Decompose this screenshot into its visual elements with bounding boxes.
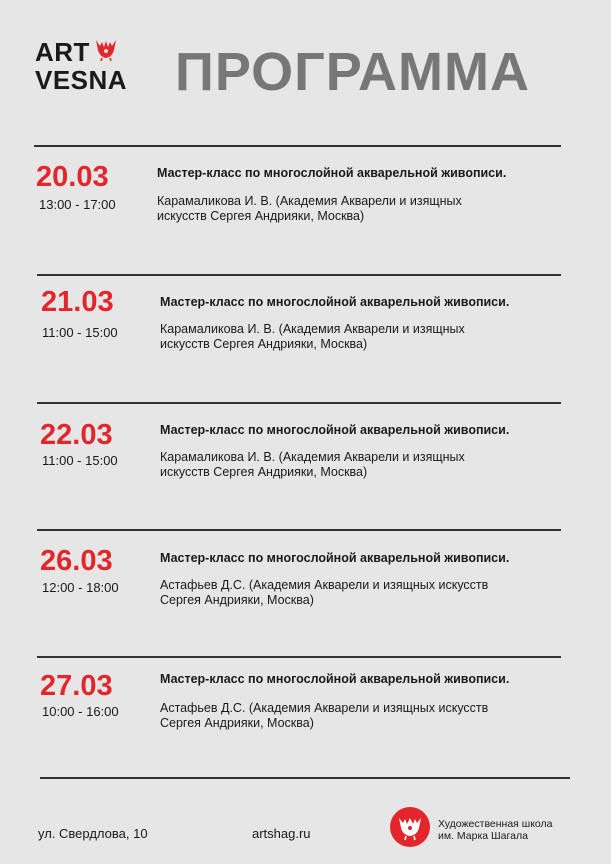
divider <box>37 529 561 531</box>
website-link[interactable]: artshag.ru <box>252 826 311 841</box>
footer-divider <box>40 777 570 779</box>
event-person-line1: Карамаликова И. В. (Академия Акварели и изящных <box>160 322 465 336</box>
event-date: 27.03 <box>40 670 113 702</box>
divider <box>37 402 561 404</box>
event-time: 10:00 - 16:00 <box>42 704 119 719</box>
page-title: ПРОГРАММА <box>175 42 530 102</box>
event-date: 26.03 <box>40 545 113 577</box>
logo-text-line2: VESNA <box>35 65 128 95</box>
event-person-line2: искусств Сергея Андрияки, Москва) <box>157 209 365 223</box>
event-title: Мастер-класс по многослойной акварельной живописи. <box>157 166 507 180</box>
event-person-line2: искусств Сергея Андрияки, Москва) <box>160 465 368 479</box>
art-vesna-logo <box>35 38 127 94</box>
event-person-line2: Сергея Андрияки, Москва) <box>160 593 314 607</box>
divider <box>37 274 561 276</box>
event-title: Мастер-класс по многослойной акварельной живописи. <box>160 423 510 437</box>
event-time: 11:00 - 15:00 <box>42 325 118 340</box>
event-person-line2: Сергея Андрияки, Москва) <box>160 716 314 730</box>
event-person <box>160 701 560 731</box>
event-title: Мастер-класс по многослойной акварельной живописи. <box>160 551 510 565</box>
event-time: 11:00 - 15:00 <box>42 453 118 468</box>
event-date: 21.03 <box>41 286 114 318</box>
school-logo-icon <box>389 806 431 848</box>
event-person <box>160 578 560 608</box>
event-title: Мастер-класс по многослойной акварельной живописи. <box>160 295 510 309</box>
event-time: 12:00 - 18:00 <box>42 580 119 595</box>
divider <box>34 145 561 147</box>
school-name-line1: Художественная школа <box>438 818 553 830</box>
event-person <box>160 450 560 480</box>
event-person-line1: Астафьев Д.С. (Академия Акварели и изящных искусств <box>160 701 489 715</box>
school-name-line2: им. Марка Шагала <box>438 830 528 842</box>
school-name <box>438 818 553 842</box>
event-time: 13:00 - 17:00 <box>39 197 116 212</box>
address: ул. Свердлова, 10 <box>38 826 148 841</box>
event-title: Мастер-класс по многослойной акварельной живописи. <box>160 672 510 686</box>
event-person-line1: Карамаликова И. В. (Академия Акварели и изящных <box>160 450 465 464</box>
event-date: 20.03 <box>36 161 109 193</box>
event-person-line2: искусств Сергея Андрияки, Москва) <box>160 337 368 351</box>
bird-icon <box>93 37 119 61</box>
divider <box>37 656 561 658</box>
event-person <box>157 194 557 224</box>
logo-text-line1: ART <box>35 37 90 67</box>
event-date: 22.03 <box>40 419 113 451</box>
event-person-line1: Карамаликова И. В. (Академия Акварели и изящных <box>157 194 462 208</box>
event-person <box>160 322 560 352</box>
event-person-line1: Астафьев Д.С. (Академия Акварели и изящных искусств <box>160 578 489 592</box>
